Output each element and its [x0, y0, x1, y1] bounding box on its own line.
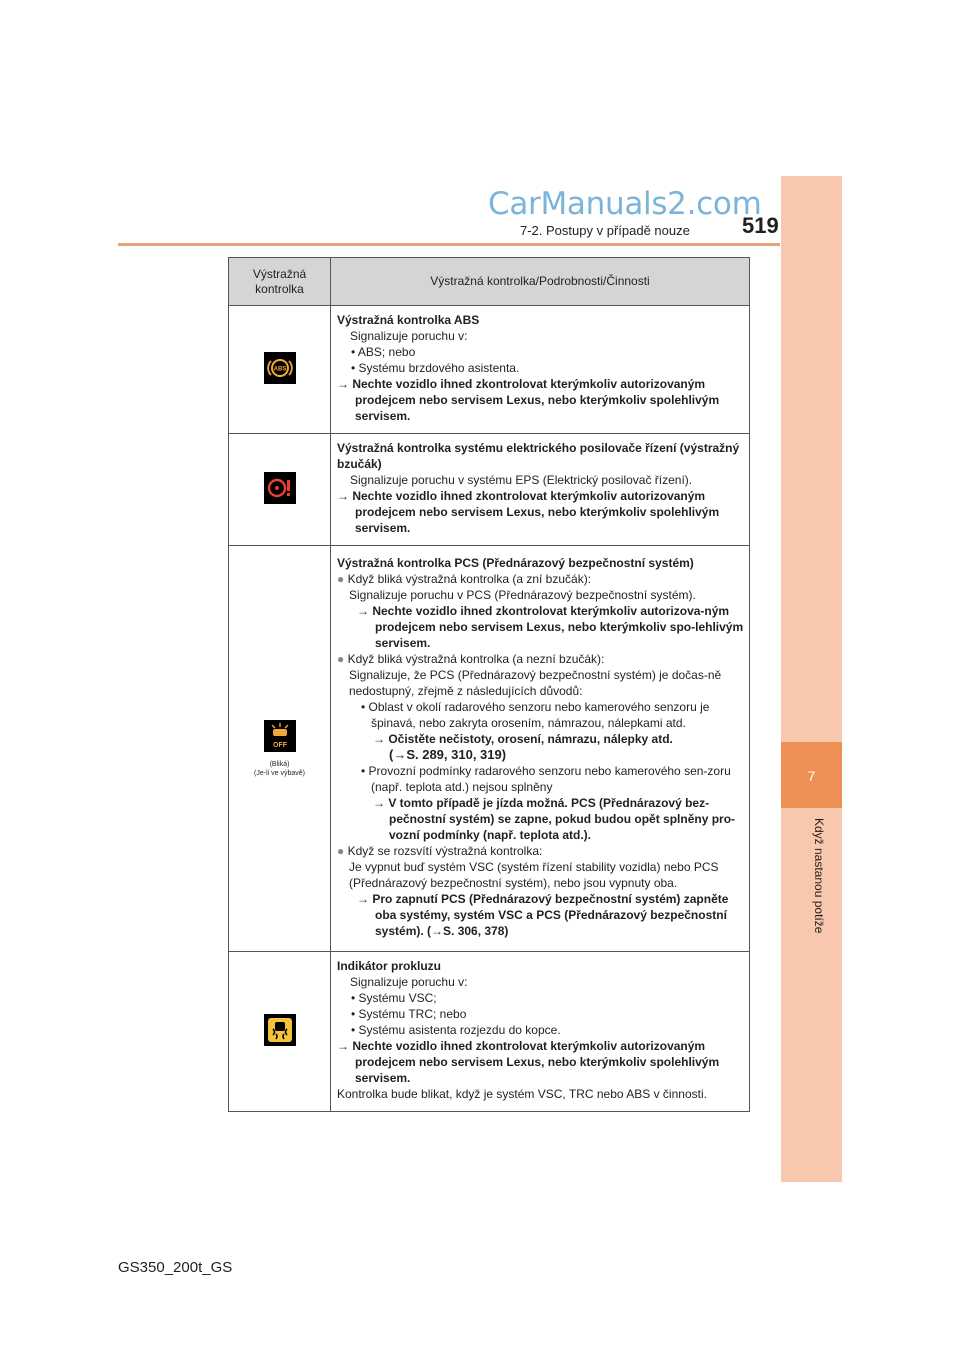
row-title: Výstražná kontrolka PCS (Přednárazový bezpečnostní systém): [337, 556, 694, 570]
table-row: [229, 306, 750, 434]
details-cell: [331, 306, 750, 434]
row-text: Signalizuje, že PCS (Přednárazový bezpečnostní systém) je dočas-ně nedostupný, zřejmě z následujících důvodů:: [349, 668, 722, 698]
row-title: Výstražná kontrolka ABS: [337, 313, 480, 327]
condition: ● Když se rozsvítí výstražná kontrolka:: [337, 844, 543, 858]
icon-cell: [229, 434, 331, 546]
steering-warning-icon: [264, 472, 296, 504]
row-note: Kontrolka bude blikat, když je systém VSC, TRC nebo ABS v činnosti.: [337, 1087, 707, 1101]
table-row: [229, 952, 750, 1112]
side-tab: [781, 176, 842, 1182]
bullet-text: Provozní podmínky radarového senzoru nebo kamerového sen-zoru (např. teplota atd.) nejsou splněny: [368, 764, 731, 794]
pcs-warning-icon: [264, 720, 296, 752]
action: → Očistěte nečistoty, orosení, námrazu, nálepky atd.: [373, 732, 673, 746]
table-row: [229, 546, 750, 952]
bullet-text: Systému TRC; nebo: [358, 1007, 467, 1021]
details-cell: [331, 434, 750, 546]
condition: ● Když bliká výstražná kontrolka (a zní bzučák):: [337, 572, 592, 586]
svg-text:OFF: OFF: [272, 741, 287, 749]
row-text: Signalizuje poruchu v PCS (Přednárazový bezpečnostní systém).: [349, 588, 696, 602]
icon-cell: [229, 952, 331, 1112]
bullet: • Systému brzdového asistenta.: [351, 361, 520, 375]
bullet-text: Oblast v okolí radarového senzoru nebo kamerového senzoru je špinavá, nebo zakryta orosením, námrazou, nálepkami atd.: [368, 700, 710, 730]
svg-text:ABS: ABS: [273, 366, 286, 372]
details-cell: [331, 546, 750, 952]
warning-table: [228, 257, 750, 1112]
footer-model: GS350_200t_GS: [118, 1259, 233, 1276]
action-text: Nechte vozidlo ihned zkontrolovat kterýmkoliv autorizova-ným prodejcem nebo servisem Lexus, nebo kterýmkoliv spo-lehlivým servisem.: [372, 604, 744, 650]
details-cell: [331, 952, 750, 1112]
bullet: • Oblast v okolí radarového senzoru nebo kamerového senzoru je špinavá, nebo zakryta orosením, námrazou, nálepkami atd.: [361, 700, 710, 730]
row-title: Indikátor prokluzu: [337, 959, 442, 973]
action-text: V tomto případě je jízda možná. PCS (Přednárazový bez-pečnostní systém) se zapne, pokud budou opět splněny pro-vozní podmínky (např. teplota atd.).: [388, 796, 736, 842]
action: → Nechte vozidlo ihned zkontrolovat kterýmkoliv autorizovaným prodejcem nebo servisem Lexus, nebo kterýmkoliv spolehlivým servisem.: [337, 377, 720, 423]
icon-cell: [229, 546, 331, 952]
row-text: Signalizuje poruchu v systému EPS (Elektrický posilovač řízení).: [350, 473, 693, 487]
action-text: Očistěte nečistoty, orosení, námrazu, nálepky atd.: [388, 732, 673, 746]
condition-text: Když se rozsvítí výstražná kontrolka:: [347, 844, 543, 858]
condition-text: Když bliká výstražná kontrolka (a nezní bzučák):: [347, 652, 605, 666]
action: → Nechte vozidlo ihned zkontrolovat kterýmkoliv autorizovaným prodejcem nebo servisem Lexus, nebo kterýmkoliv spolehlivým servisem.: [337, 1039, 720, 1085]
bullet: • Systému TRC; nebo: [351, 1007, 467, 1021]
bullet-text: Systému VSC;: [358, 991, 437, 1005]
action-text: Nechte vozidlo ihned zkontrolovat kterýmkoliv autorizovaným prodejcem nebo servisem Lexus, nebo kterýmkoliv spolehlivým servisem.: [352, 1039, 720, 1085]
section-title: 7-2. Postupy v případě nouze: [520, 223, 690, 238]
bullet-text: Systému asistenta rozjezdu do kopce.: [358, 1023, 561, 1037]
chapter-title: Když nastanou potíže: [812, 818, 826, 934]
col-header-details: Výstražná kontrolka/Podrobnosti/Činnosti: [331, 258, 750, 306]
action: → Nechte vozidlo ihned zkontrolovat kterýmkoliv autorizova-ným prodejcem nebo servisem Lexus, nebo kterýmkoliv spo-lehlivým servisem.: [357, 604, 744, 650]
header-rule: [118, 243, 780, 246]
table-row: [229, 434, 750, 546]
bullet: • Provozní podmínky radarového senzoru nebo kamerového sen-zoru (např. teplota atd.) nejsou splněny: [361, 764, 731, 794]
action: → Pro zapnutí PCS (Přednárazový bezpečnostní systém) zapněte oba systémy, systém VSC a PCS (Přednárazový bezpečnostní systém). (→S. 306, 378): [357, 892, 729, 938]
chapter-number: 7: [807, 768, 816, 784]
bullet: • Systému asistenta rozjezdu do kopce.: [351, 1023, 561, 1037]
row-text: Signalizuje poruchu v:: [350, 329, 468, 343]
bullet: • Systému VSC;: [351, 991, 437, 1005]
row-title: Výstražná kontrolka systému elektrického posilovače řízení (výstražný bzučák): [337, 441, 740, 471]
slip-indicator-icon: [264, 1014, 296, 1046]
condition-text: Když bliká výstražná kontrolka (a zní bzučák):: [347, 572, 592, 586]
watermark: CarManuals2.com: [488, 186, 762, 222]
icon-cell: [229, 306, 331, 434]
abs-warning-icon: [264, 352, 296, 384]
page-number: 519: [742, 213, 779, 238]
bullet-text: ABS; nebo: [357, 345, 416, 359]
page-reference: (→S. 289, 310, 319): [389, 747, 507, 762]
action-text: Pro zapnutí PCS (Přednárazový bezpečnostní systém) zapněte oba systémy, systém VSC a PCS (Přednárazový bezpečnostní systém). (→S. 306, 378): [372, 892, 729, 938]
action-text: Nechte vozidlo ihned zkontrolovat kterýmkoliv autorizovaným prodejcem nebo servisem Lexus, nebo kterýmkoliv spolehlivým servisem.: [352, 489, 720, 535]
col-header-light: Výstražná kontrolka: [229, 258, 331, 306]
action: → Nechte vozidlo ihned zkontrolovat kterýmkoliv autorizovaným prodejcem nebo servisem Lexus, nebo kterýmkoliv spolehlivým servisem.: [337, 489, 720, 535]
action: → V tomto případě je jízda možná. PCS (Přednárazový bez-pečnostní systém) se zapne, pokud budou opět splněny pro-vozní podmínky (např. teplota atd.).: [373, 796, 736, 842]
icon-note: (Bliká): [269, 760, 290, 768]
row-text: Je vypnut buď systém VSC (systém řízení stability vozidla) nebo PCS (Přednárazový bezpečnostní systém), nebo jsou vypnuty oba.: [349, 860, 719, 890]
icon-note: (Je-li ve výbavě): [254, 769, 305, 777]
bullet-text: Systému brzdového asistenta.: [358, 361, 520, 375]
bullet: • ABS; nebo: [351, 345, 416, 359]
row-text: Signalizuje poruchu v:: [350, 975, 468, 989]
condition: ● Když bliká výstražná kontrolka (a nezní bzučák):: [337, 652, 605, 666]
action-text: Nechte vozidlo ihned zkontrolovat kterýmkoliv autorizovaným prodejcem nebo servisem Lexus, nebo kterýmkoliv spolehlivým servisem.: [352, 377, 720, 423]
